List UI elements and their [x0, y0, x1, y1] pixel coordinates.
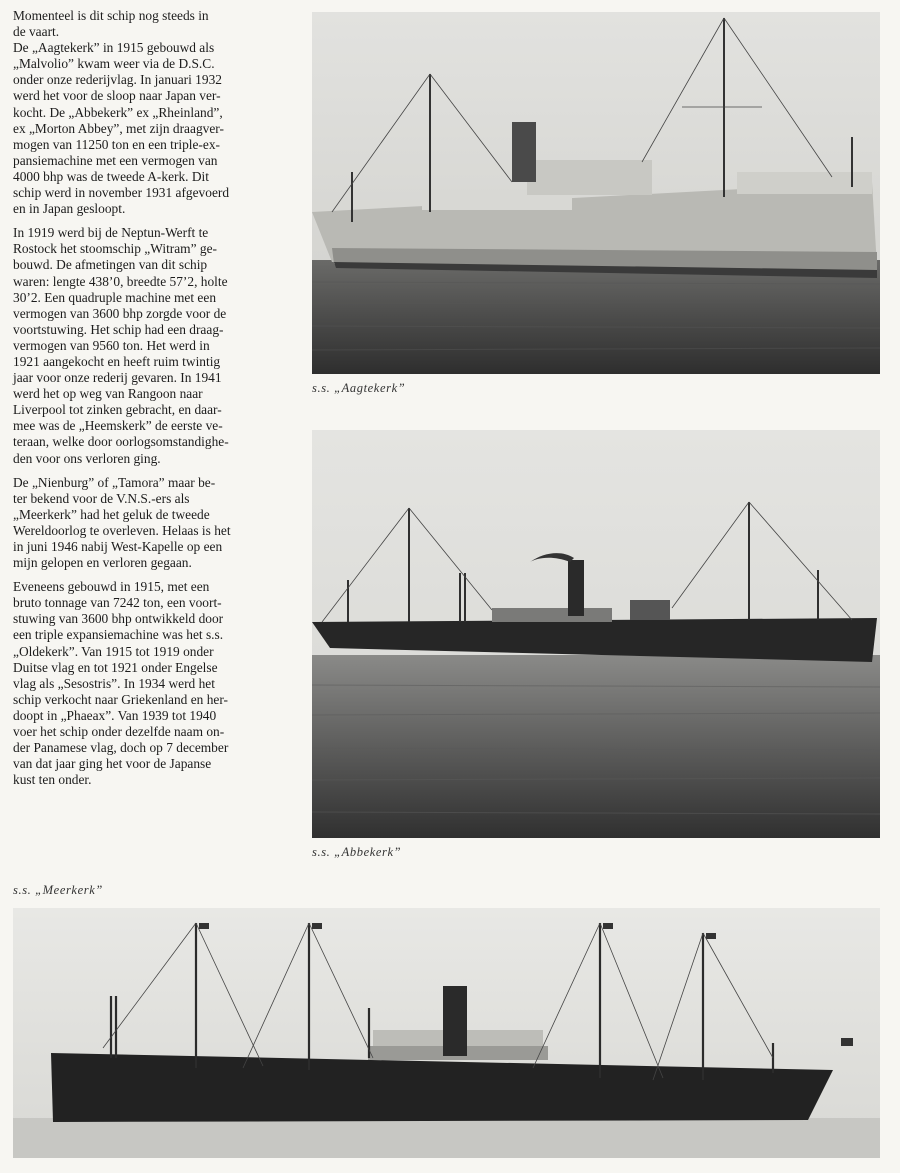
text-line: In 1919 werd bij de Neptun-Werft te [13, 225, 209, 241]
text-line: in juni 1946 nabij West-Kapelle op een [13, 539, 223, 554]
text-line: den voor ons verloren ging. [13, 450, 161, 466]
text-line: 1921 aangekocht en heeft ruim twintig [13, 353, 221, 369]
text-line: 30’2. Een quadruple machine met een [13, 289, 217, 305]
text-line: vlag als „Sesostris”. In 1934 werd het [13, 675, 215, 691]
paragraph-4 [13, 475, 289, 572]
text-line: schip verkocht naar Griekenland en her- [13, 691, 229, 707]
text-line: stuwing van 3600 bhp ontwikkeld door [13, 611, 224, 627]
text-line: werd het op weg van Rangoon naar [13, 386, 203, 402]
text-line: mogen van 11250 ton en een triple-ex- [13, 136, 220, 152]
photo-abbekerk [312, 430, 880, 838]
caption-aagtekerk: s.s. „Aagtekerk” [312, 381, 406, 395]
text-line: kust ten onder. [13, 772, 92, 788]
paragraph-2 [13, 40, 289, 217]
text-line: werd het voor de sloop naar Japan ver- [13, 88, 221, 104]
text-line: „Meerkerk” had het geluk de tweede [13, 506, 210, 522]
text-line: waren: lengte 438’0, breedte 57’2, holte [13, 273, 228, 289]
text-line: van dat jaar ging het voor de Japanse [13, 756, 212, 772]
text-line: Duitse vlag en tot 1921 onder Engelse [13, 659, 218, 675]
ship-image [312, 12, 880, 374]
text-line: bouwd. De afmetingen van dit schip [13, 257, 208, 273]
text-line: voortstuwing. Het schip had een draag- [13, 321, 224, 337]
article-text [13, 8, 289, 796]
text-line: mee was de „Heemskerk” de eerste ve- [13, 418, 223, 434]
text-line: schip werd in november 1931 afgevoerd [13, 185, 230, 201]
text-line: pansiemachine met een vermogen van [13, 152, 218, 168]
text-line: en in Japan gesloopt. [13, 201, 126, 217]
text-line: een triple expansiemachine was het s.s. [13, 627, 224, 643]
text-line: voer het schip onder dezelfde naam on- [13, 724, 225, 740]
text-line: der Panamese vlag, doch op 7 december [13, 740, 229, 756]
photo-meerkerk [13, 908, 880, 1158]
paragraph-1 [13, 8, 289, 40]
paragraph-5 [13, 579, 289, 788]
text-line: mijn gelopen en verloren gegaan. [13, 555, 192, 571]
text-line: De „Nienburg” of „Tamora” maar be- [13, 474, 216, 490]
caption-meerkerk: s.s. „Meerkerk” [13, 883, 103, 897]
text-line: 4000 bhp was de tweede A-kerk. Dit [13, 168, 209, 184]
text-line: vermogen van 9560 ton. Het werd in [13, 337, 210, 353]
text-line: ex „Morton Abbey”, met zijn draagver- [13, 120, 224, 136]
text-line: ter bekend voor de V.N.S.-ers als [13, 490, 190, 506]
photo-aagtekerk [312, 12, 880, 374]
text-line: „Oldekerk”. Van 1915 tot 1919 onder [13, 643, 214, 659]
ship-image [13, 908, 880, 1158]
text-line: de vaart. [13, 24, 60, 40]
text-line: teraan, welke door oorlogsomstandighe- [13, 434, 229, 450]
text-line: Wereldoorlog te overleven. Helaas is het [13, 522, 231, 538]
text-line: doopt in „Phaeax”. Van 1939 tot 1940 [13, 707, 217, 723]
text-line: vermogen van 3600 bhp zorgde voor de [13, 305, 227, 321]
text-line: Eveneens gebouwd in 1915, met een [13, 579, 210, 595]
text-line: Liverpool tot zinken gebracht, en daar- [13, 402, 222, 418]
text-line: bruto tonnage van 7242 ton, een voort- [13, 595, 222, 611]
text-line: onder onze rederijvlag. In januari 1932 [13, 72, 222, 88]
text-line: kocht. De „Abbekerk” ex „Rheinland”, [13, 104, 223, 120]
paragraph-3 [13, 225, 289, 466]
ship-image [312, 430, 880, 838]
text-line: De „Aagtekerk” in 1915 gebouwd als [13, 40, 215, 56]
text-line: Momenteel is dit schip nog steeds in [13, 8, 209, 23]
text-line: jaar voor onze rederij gevaren. In 1941 [13, 370, 222, 386]
text-line: Rostock het stoomschip „Witram” ge- [13, 241, 217, 257]
caption-abbekerk: s.s. „Abbekerk” [312, 845, 402, 859]
text-line: „Malvolio” kwam weer via de D.S.C. [13, 56, 215, 72]
